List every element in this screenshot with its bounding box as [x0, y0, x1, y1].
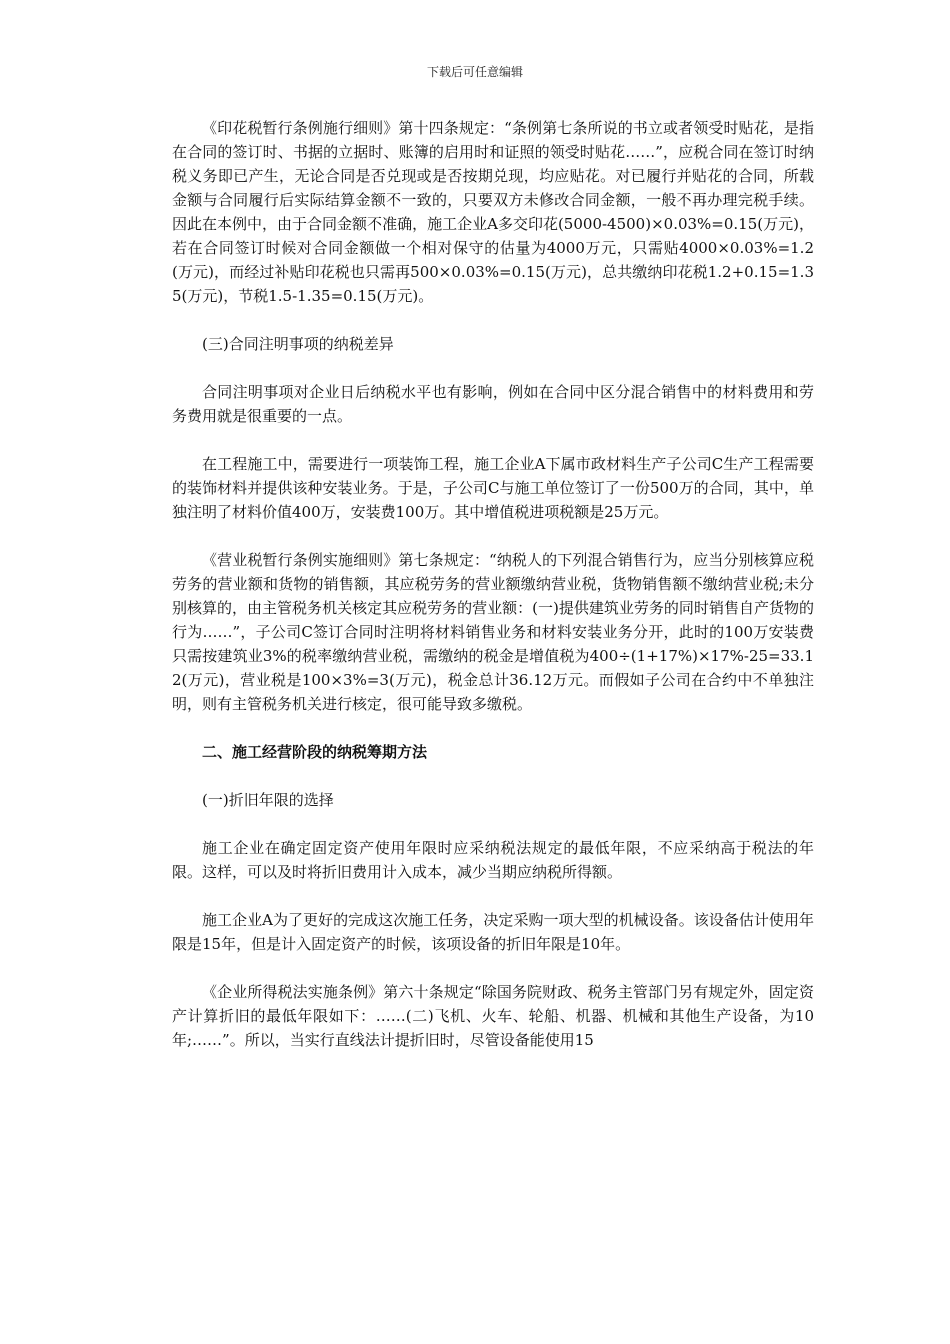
document-body [172, 116, 814, 1052]
subheading-depreciation-period: (一)折旧年限的选择 [202, 791, 334, 809]
paragraph-income-tax-rules: 《企业所得税法实施条例》第六十条规定“除国务院财政、税务主管部门另有规定外，固定资产计算折旧的最低年限如下：……(二)飞机、火车、轮船、机器、机械和其他生产设备，为10年;……”。所以，当实行直线法计提折旧时，尽管设备能使用15 [172, 983, 814, 1049]
paragraph-contract-notes-intro: 合同注明事项对企业日后纳税水平也有影响，例如在合同中区分混合销售中的材料费用和劳务费用就是很重要的一点。 [172, 383, 814, 425]
page-header-note: 下载后可任意编辑 [426, 65, 523, 79]
paragraph-stamp-tax-rules: 《印花税暂行条例施行细则》第十四条规定：“条例第七条所说的书立或者领受时贴花，是指在合同的签订时、书据的立据时、账簿的启用时和证照的领受时贴花……”，应税合同在签订时纳税义务即已产生，无论合同是否兑现或是否按期兑现，均应贴花。对已履行并贴花的合同，所载金额与合同履行后实际结算金额不一致的，只要双方未修改合同金额，一般不再办理完税手续。因此在本例中，由于合同金额不准确，施工企业A多交印花(5000-4500)×0.03%=0.15(万元)，若在合同签订时候对合同金额做一个相对保守的估量为4000万元，只需贴4000×0.03%=1.2(万元)，而经过补贴印花税也只需再500×0.03%=0.15(万元)，总共缴纳印花税1.2+0.15=1.35(万元)，节税1.5-1.35=0.15(万元)。 [172, 119, 814, 305]
paragraph-decoration-project: 在工程施工中，需要进行一项装饰工程，施工企业A下属市政材料生产子公司C生产工程需要的装饰材料并提供该种安装业务。于是，子公司C与施工单位签订了一份500万的合同，其中，单独注明了材料价值400万，安装费100万。其中增值税进项税额是25万元。 [172, 455, 814, 521]
paragraph-equipment-purchase: 施工企业A为了更好的完成这次施工任务，决定采购一项大型的机械设备。该设备估计使用年限是15年，但是计入固定资产的时候，该项设备的折旧年限是10年。 [172, 911, 814, 953]
section-heading-contract-notes: (三)合同注明事项的纳税差异 [202, 335, 394, 353]
paragraph-business-tax-rules: 《营业税暂行条例实施细则》第七条规定：“纳税人的下列混合销售行为，应当分别核算应税劳务的营业额和货物的销售额，其应税劳务的营业额缴纳营业税，货物销售额不缴纳营业税;未分别核算的，由主管税务机关核定其应税劳务的营业额：(一)提供建筑业劳务的同时销售自产货物的行为……”，子公司C签订合同时注明将材料销售业务和材料安装业务分开，此时的100万安装费只需按建筑业3%的税率缴纳营业税，需缴纳的税金是增值税为400÷(1+17%)×17%-25=33.12(万元)，营业税是100×3%=3(万元)，税金总计36.12万元。而假如子公司在合约中不单独注明，则有主管税务机关进行核定，很可能导致多缴税。 [172, 551, 814, 713]
paragraph-depreciation-principle: 施工企业在确定固定资产使用年限时应采纳税法规定的最低年限，不应采纳高于税法的年限。这样，可以及时将折旧费用计入成本，减少当期应纳税所得额。 [172, 839, 814, 881]
section-heading-operation-stage: 二、施工经营阶段的纳税筹期方法 [202, 743, 428, 761]
